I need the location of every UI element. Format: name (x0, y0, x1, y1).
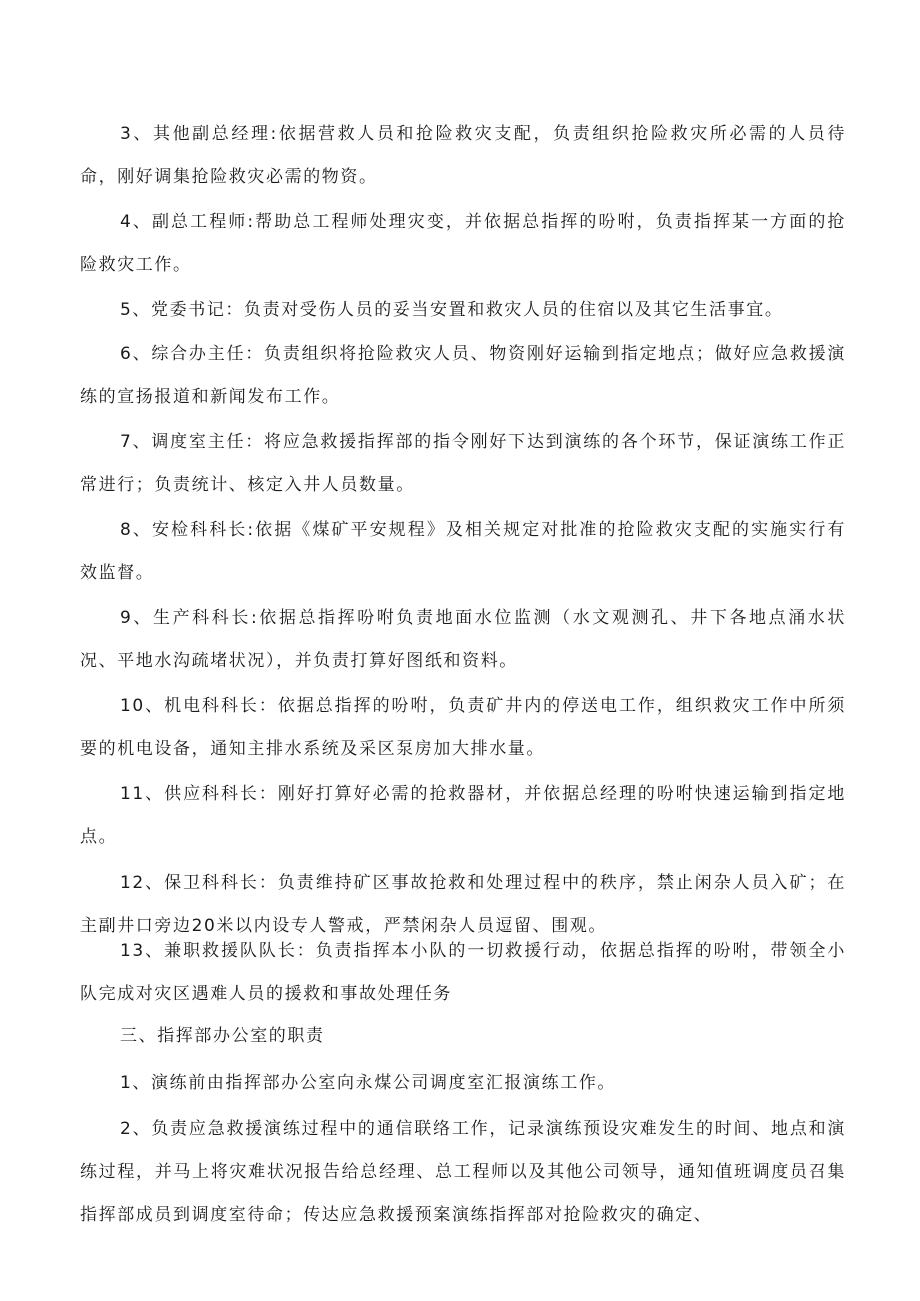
paragraph-report-drill: 1、演练前由指挥部办公室向永煤公司调度室汇报演练工作。 (120, 1073, 617, 1093)
section-heading-office-duties: 三、指挥部办公室的职责 (120, 1026, 325, 1046)
paragraph-deputy-general-manager: 3、其他副总经理:依据营救人员和抢险救灾支配，负责组织抢险救灾所必需的人员待命，刚好调集抢险救灾必需的物资。 (80, 124, 846, 187)
paragraph-supply-chief: 11、供应科科长：刚好打算好必需的抢救器材，并依据总经理的吩咐快速运输到指定地点。 (80, 784, 846, 847)
paragraph-rescue-team-leader: 13、兼职救援队队长：负责指挥本小队的一切救援行动，依据总指挥的吩咐，带领全小队完成对灾区遇难人员的援救和事故处理任务 (80, 941, 846, 1004)
paragraph-security-chief: 12、保卫科科长：负责维持矿区事故抢救和处理过程中的秩序，禁止闲杂人员入矿；在主副井口旁边20米以内设专人警戒，严禁闲杂人员逗留、围观。 (80, 873, 846, 936)
paragraph-safety-inspection-chief: 8、安检科科长:依据《煤矿平安规程》及相关规定对批准的抢险救灾支配的实施实行有效监督。 (80, 520, 846, 583)
paragraph-general-office-director: 6、综合办主任：负责组织将抢险救灾人员、物资刚好运输到指定地点；做好应急救援演练的宣扬报道和新闻发布工作。 (80, 344, 846, 407)
paragraph-party-secretary: 5、党委书记：负责对受伤人员的妥当安置和救灾人员的住宿以及其它生活事宜。 (120, 300, 784, 320)
paragraph-electromechanical-chief: 10、机电科科长：依据总指挥的吩咐，负责矿井内的停送电工作，组织救灾工作中所须要的机电设备，通知主排水系统及采区泵房加大排水量。 (80, 696, 846, 759)
paragraph-communication-duty: 2、负责应急救援演练过程中的通信联络工作，记录演练预设灾难发生的时间、地点和演练过程，并马上将灾难状况报告给总经理、总工程师以及其他公司领导，通知值班调度员召集指挥部成员到调度室待命；传达应急救援预案演练指挥部对抢险救灾的确定、 (80, 1119, 846, 1225)
paragraph-deputy-chief-engineer: 4、副总工程师:帮助总工程师处理灾变，并依据总指挥的吩咐，负责指挥某一方面的抢险救灾工作。 (80, 212, 846, 275)
paragraph-production-chief: 9、生产科科长:依据总指挥吩咐负责地面水位监测（水文观测孔、井下各地点涌水状况、平地水沟疏堵状况），并负责打算好图纸和资料。 (80, 608, 846, 671)
paragraph-dispatch-director: 7、调度室主任：将应急救援指挥部的指令刚好下达到演练的各个环节，保证演练工作正常进行；负责统计、核定入井人员数量。 (80, 432, 846, 495)
